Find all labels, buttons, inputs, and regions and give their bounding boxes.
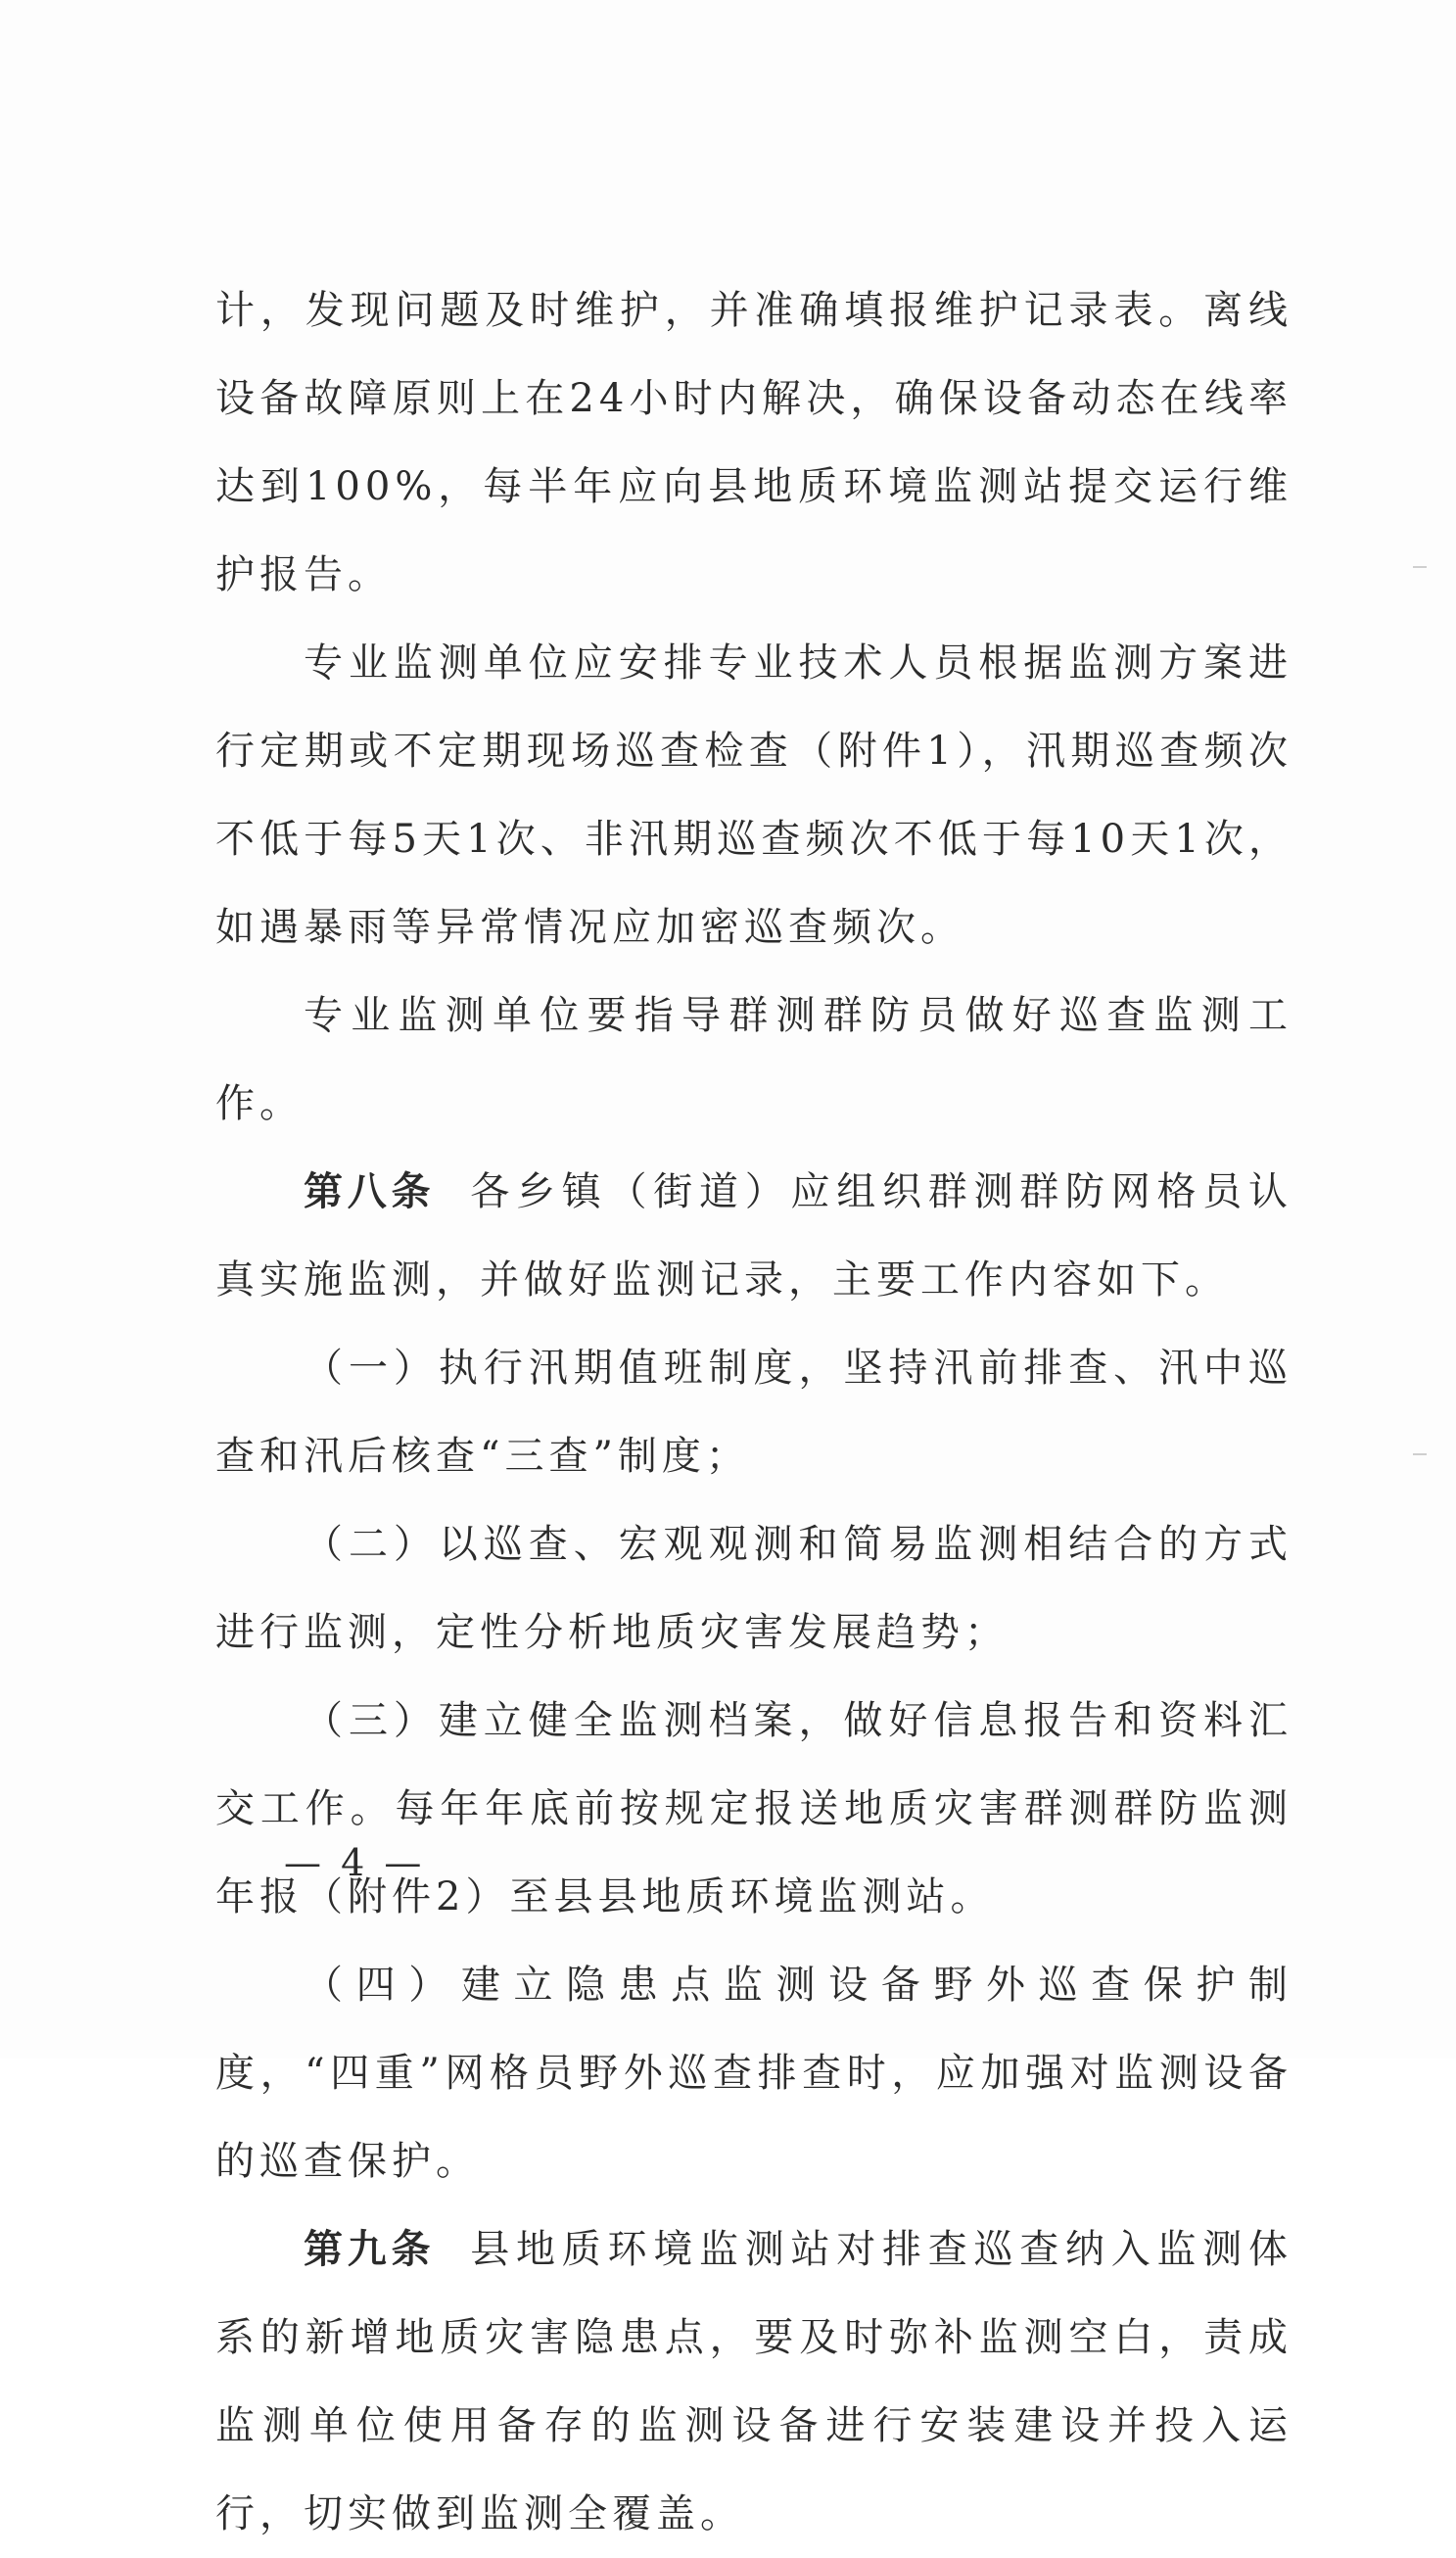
article-8-text: 各乡镇（街道）应组织群测群防网格员认真实施监测，并做好监测记录，主要工作内容如下。 xyxy=(215,1169,1292,1303)
article-8-label: 第八条 xyxy=(304,1169,436,1214)
list-item-4: （四）建立隐患点监测设备野外巡查保护制度，“四重”网格员野外巡查排查时，应加强对监测设备的巡查保护。 xyxy=(215,1963,1292,2184)
list-item-3: （三）建立健全监测档案，做好信息报告和资料汇交工作。每年年底前按规定报送地质灾害群测群防监测年报（附件2）至县县地质环境监测站。 xyxy=(215,1698,1292,1919)
list-item-1: （一）执行汛期值班制度，坚持汛前排查、汛中巡查和汛后核查“三查”制度； xyxy=(215,1346,1292,1479)
paragraph-article-9 xyxy=(215,2205,1292,2558)
paragraph-guidance: 专业监测单位要指导群测群防员做好巡查监测工作。 xyxy=(215,993,1292,1126)
scan-mark-right-upper xyxy=(1413,566,1427,568)
page-number: — 4 — xyxy=(284,1841,426,1884)
paragraph-maintenance: 计，发现问题及时维护，并准确填报维护记录表。离线设备故障原则上在24小时内解决，确保设备动态在线率达到100%，每半年应向县地质环境监测站提交运行维护报告。 xyxy=(215,288,1292,597)
article-9-text: 县地质环境监测站对排查巡查纳入监测体系的新增地质灾害隐患点，要及时弥补监测空白，责成监测单位使用备存的监测设备进行安装建设并投入运行，切实做到监测全覆盖。 xyxy=(215,2227,1292,2536)
paragraph-inspection-frequency: 专业监测单位应安排专业技术人员根据监测方案进行定期或不定期现场巡查检查（附件1），汛期巡查频次不低于每5天1次、非汛期巡查频次不低于每10天1次，如遇暴雨等异常情况应加密巡查频次。 xyxy=(215,640,1292,950)
paragraph-article-8 xyxy=(215,1148,1292,1324)
scan-mark-right-lower xyxy=(1413,1453,1427,1455)
article-9-label: 第九条 xyxy=(304,2227,436,2272)
document-body xyxy=(215,266,1292,2558)
list-item-2: （二）以巡查、宏观观测和简易监测相结合的方式进行监测，定性分析地质灾害发展趋势； xyxy=(215,1522,1292,1655)
